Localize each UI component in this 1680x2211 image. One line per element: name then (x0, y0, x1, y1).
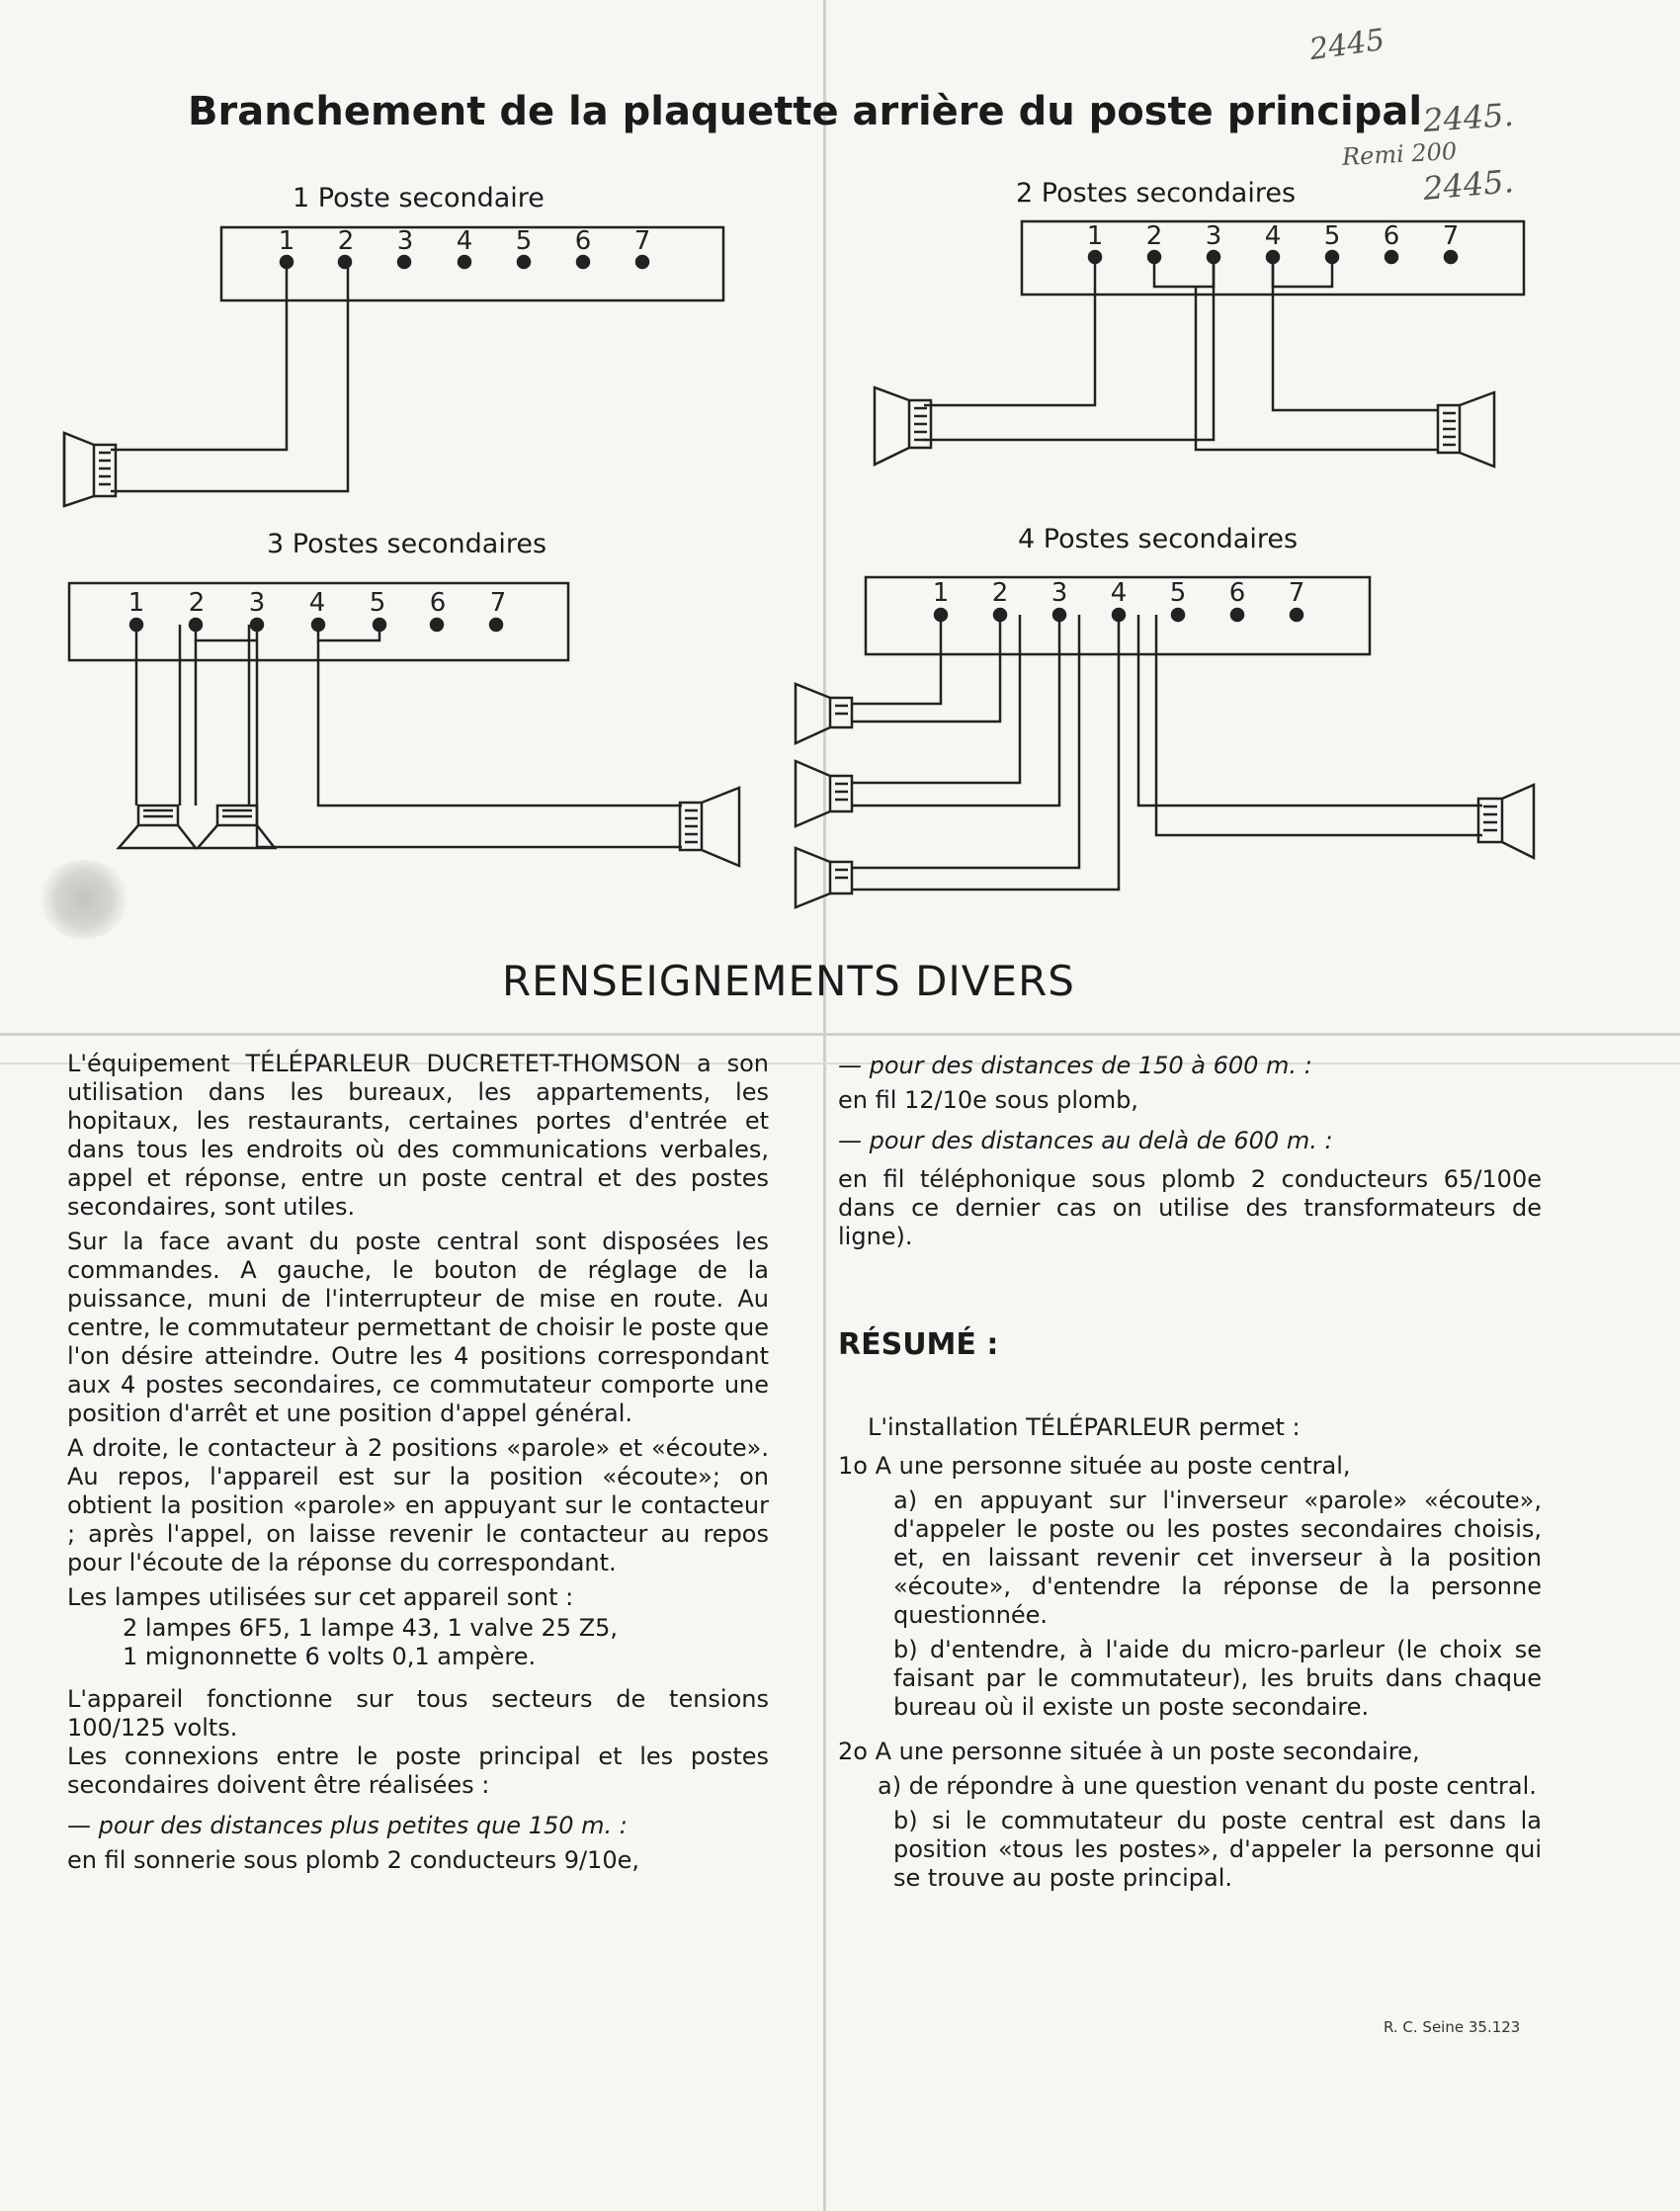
resume-title: RÉSUMÉ : (838, 1327, 999, 1362)
distance-long: — pour des distances au delà de 600 m. : (838, 1127, 1333, 1154)
wiring-diagrams (0, 0, 1680, 949)
terminal-number: 2 (337, 226, 355, 256)
terminal-number: 7 (1442, 221, 1460, 251)
terminal-dot (1231, 609, 1243, 621)
terminal-dot (636, 256, 648, 268)
handwritten-note-2: 2445. (1421, 95, 1515, 140)
terminal-dot (1172, 609, 1184, 621)
resume-intro: L'installation TÉLÉPARLEUR permet : (868, 1413, 1301, 1441)
diagram-4 (796, 577, 1534, 907)
speaker (1478, 785, 1534, 858)
wire (111, 262, 287, 450)
section-title: RENSEIGNEMENTS DIVERS (502, 957, 1075, 1005)
terminal-number: 5 (1323, 221, 1341, 251)
diagram-1-label: 1 Poste secondaire (293, 183, 545, 213)
wire (1156, 615, 1482, 835)
wire (852, 615, 1020, 783)
handwritten-note-3: Remi 200 (1341, 136, 1458, 172)
fold-crease-horizontal (0, 1033, 1680, 1036)
resume-point-1b: b) d'entendre, à l'aide du micro-parleur (le choix se faisant par le commutateur), les bruits dans chaque bureau où il existe un poste secondaire. (893, 1636, 1542, 1721)
terminal-number: 2 (1145, 221, 1163, 251)
terminal-number: 4 (456, 226, 473, 256)
terminal-numbers-2 (1087, 221, 1460, 251)
diagram-1 (64, 226, 723, 506)
distance-medium: — pour des distances de 150 à 600 m. : (838, 1052, 1312, 1079)
terminal-number: 4 (308, 588, 326, 618)
lamps-line-1: 2 lampes 6F5, 1 lampe 43, 1 valve 25 Z5, (123, 1614, 619, 1642)
paragraph-intro: L'équipement TÉLÉPARLEUR DUCRETET-THOMSON a son utilisation dans les bureaux, les appartements, les hopitaux, les restaurants, certaines portes d'entrée et dans tous les endroits où des communications verbales, appel et réponse, entre un poste central et des postes secondaires, sont utiles. (67, 1050, 769, 1221)
speaker (1438, 392, 1494, 467)
wire (111, 262, 348, 491)
terminal-number: 5 (515, 226, 533, 256)
diagram-2 (875, 221, 1524, 467)
wire (1196, 287, 1438, 450)
wire (318, 640, 682, 806)
distance-short: — pour des distances plus petites que 150 m. : (67, 1812, 628, 1839)
terminal-dot (459, 256, 470, 268)
speaker (119, 806, 196, 848)
terminal-dots-1 (281, 256, 648, 268)
terminal-dot (398, 256, 410, 268)
speaker (875, 387, 931, 465)
paragraph-connections: Les connexions entre le poste principal et les postes secondaires doivent être réalisées : (67, 1743, 769, 1799)
paragraph-lamps: Les lampes utilisées sur cet appareil sont : (67, 1583, 574, 1611)
terminal-dot (490, 619, 502, 631)
terminal-number: 5 (369, 588, 386, 618)
terminal-number: 2 (188, 588, 206, 618)
terminal-dot (1291, 609, 1302, 621)
wire-short: en fil sonnerie sous plomb 2 conducteurs 9/10e, (67, 1846, 639, 1874)
left-column (67, 1050, 769, 1881)
terminal-number: 3 (248, 588, 266, 618)
paragraph-contactor: A droite, le contacteur à 2 positions «parole» et «écoute». Au repos, l'appareil est sur la position «écoute»; on obtient la position «parole» en appuyant sur le contacteur ; après l'appel, on laisse revenir le contacteur au repos pour l'écoute de la réponse du correspondant. (67, 1434, 769, 1576)
wire (1154, 257, 1214, 287)
wire (257, 625, 682, 847)
wire (852, 615, 1000, 722)
terminal-number: 4 (1264, 221, 1282, 251)
right-column-bottom (838, 1413, 1542, 1899)
terminal-number: 1 (127, 588, 145, 618)
diagram-2-label: 2 Postes secondaires (1016, 178, 1297, 209)
speaker (796, 684, 852, 743)
terminal-number: 2 (991, 578, 1009, 608)
paragraph-voltage: L'appareil fonctionne sur tous secteurs de tensions 100/125 volts. (67, 1685, 769, 1742)
terminal-dot (577, 256, 589, 268)
terminal-number: 6 (1228, 578, 1246, 608)
paragraph-commands: Sur la face avant du poste central sont disposées les commandes. A gauche, le bouton de réglage de la puissance, muni de l'interrupteur de mise en route. Au centre, le commutateur permettant de choisir le poste que l'on désire atteindre. Outre les 4 positions correspondant aux 4 postes secondaires, ce commutateur comporte une position d'arrêt et une position d'appel général. (67, 1228, 769, 1427)
wire (1273, 257, 1438, 410)
diagram-3 (69, 583, 739, 866)
terminal-number: 1 (932, 578, 950, 608)
wire (1273, 257, 1332, 287)
handwritten-note-4: 2445. (1421, 162, 1516, 208)
terminal-number: 5 (1169, 578, 1187, 608)
terminal-dot (1386, 251, 1397, 263)
lamps-line-2: 1 mignonnette 6 volts 0,1 ampère. (123, 1643, 537, 1670)
diagram-4-label: 4 Postes secondaires (1018, 524, 1299, 554)
resume-point-2a: a) de répondre à une question venant du poste central. (878, 1772, 1537, 1800)
footer-registration: R. C. Seine 35.123 (1384, 2018, 1521, 2036)
terminal-numbers-3 (128, 588, 507, 618)
terminal-number: 1 (1086, 221, 1104, 251)
terminal-dot (1445, 251, 1457, 263)
wire (852, 615, 1059, 806)
resume-point-2: 2o A une personne située à un poste secondaire, (838, 1738, 1420, 1765)
terminal-numbers-4 (933, 578, 1305, 608)
right-column-top (838, 1052, 1542, 1257)
speaker (64, 433, 116, 506)
resume-point-2b: b) si le commutateur du poste central est dans la position «tous les postes», d'appeler la personne qui se trouve au poste principal. (893, 1807, 1542, 1892)
speaker (198, 806, 275, 848)
terminal-number: 1 (278, 226, 295, 256)
speaker (796, 848, 852, 907)
wire (924, 257, 1095, 405)
terminal-number: 7 (633, 226, 651, 256)
terminal-number: 3 (1050, 578, 1068, 608)
page-title: Branchement de la plaquette arrière du poste principal (188, 89, 1423, 134)
handwritten-note-1: 2445 (1306, 22, 1387, 68)
speaker (796, 761, 852, 826)
wire (318, 625, 379, 640)
wire (196, 625, 257, 640)
diagram-3-label: 3 Postes secondaires (267, 529, 547, 559)
wire (924, 257, 1214, 440)
terminal-dot (518, 256, 530, 268)
terminal-numbers-1 (279, 226, 651, 256)
terminal-dot (431, 619, 443, 631)
wire-long: en fil téléphonique sous plomb 2 conducteurs 65/100e dans ce dernier cas on utilise des transformateurs de ligne). (838, 1165, 1542, 1250)
wire (1138, 615, 1482, 806)
terminal-dots-3 (130, 619, 502, 631)
terminal-number: 4 (1110, 578, 1128, 608)
terminal-number: 6 (574, 226, 592, 256)
speaker (680, 788, 739, 866)
wire (852, 615, 1079, 868)
resume-point-1: 1o A une personne située au poste central, (838, 1452, 1351, 1480)
terminal-number: 7 (489, 588, 507, 618)
wire-medium: en fil 12/10e sous plomb, (838, 1086, 1138, 1114)
terminal-number: 3 (1205, 221, 1222, 251)
terminal-number: 6 (1383, 221, 1400, 251)
terminal-number: 7 (1288, 578, 1305, 608)
terminal-number: 3 (396, 226, 414, 256)
terminal-number: 6 (429, 588, 447, 618)
resume-point-1a: a) en appuyant sur l'inverseur «parole» «écoute», d'appeler le poste ou les postes secondaires choisis, et, en laissant revenir cet inverseur à la position «écoute», d'entendre la réponse de la personne questionnée. (893, 1487, 1542, 1629)
